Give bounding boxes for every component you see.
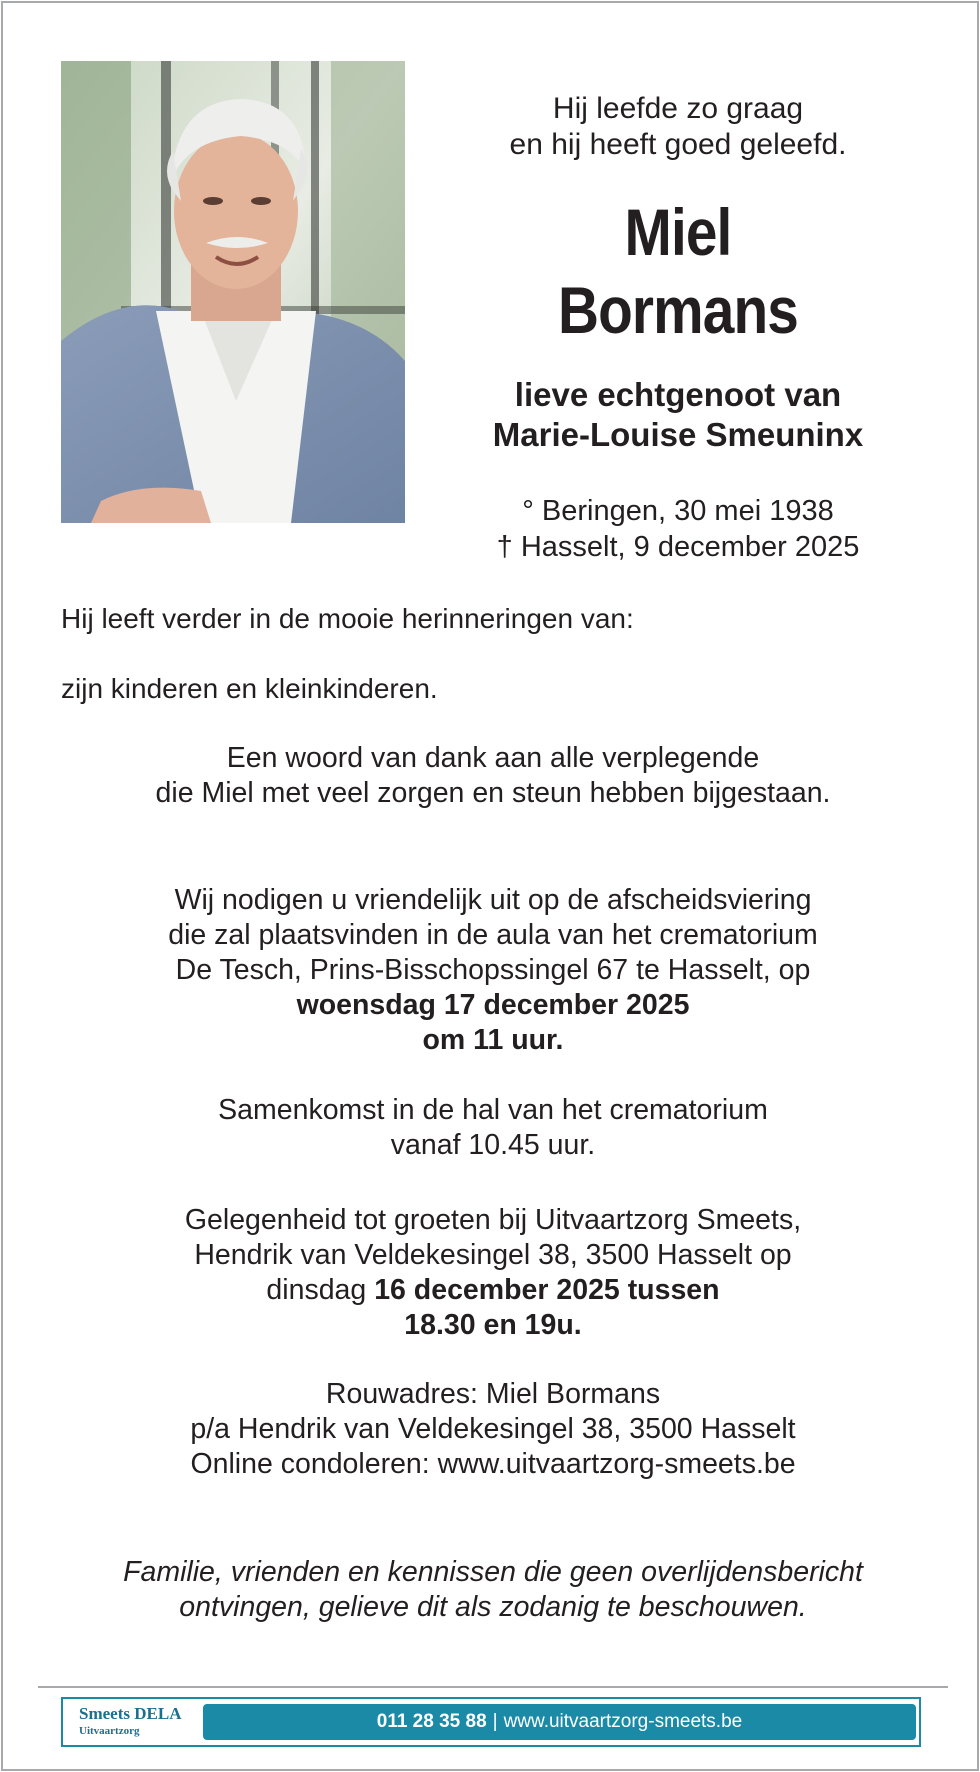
deceased-name <box>476 193 880 349</box>
thanks-line: Een woord van dank aan alle verplegende <box>226 742 760 774</box>
invite-line: Wij nodigen u vriendelijk uit op de afscheidsviering <box>174 884 812 916</box>
thanks-text <box>61 741 925 811</box>
spouse-relation: lieve echtgenoot van <box>514 376 842 413</box>
invite-line: die zal plaatsvinden in de aula van het crematorium <box>168 919 818 951</box>
life-dates <box>443 493 913 565</box>
note-line: ontvingen, gelieve dit als zodanig te beschouwen. <box>179 1591 807 1623</box>
mourning-address <box>61 1377 925 1482</box>
last-name: Bormans <box>557 273 798 347</box>
address-line: p/a Hendrik van Veldekesingel 38, 3500 Hasselt <box>190 1413 796 1445</box>
invite-line: De Tesch, Prins-Bisschopssingel 67 te Hasselt, op <box>175 954 811 986</box>
visit-line: Gelegenheid tot groeten bij Uitvaartzorg Smeets, <box>184 1204 802 1236</box>
portrait-photo-drawing <box>61 61 405 523</box>
portrait-photo <box>61 61 405 523</box>
first-name: Miel <box>624 195 732 269</box>
website-link[interactable]: www.uitvaartzorg-smeets.be <box>503 1711 743 1732</box>
visit-day: dinsdag <box>266 1274 367 1306</box>
logo-title: Smeets DELA <box>79 1704 182 1723</box>
funeral-home-footer <box>61 1697 921 1747</box>
ceremony-time: om 11 uur. <box>422 1024 564 1056</box>
spouse-name: Marie-Louise Smeuninx <box>492 416 864 453</box>
gathering-info <box>61 1093 925 1163</box>
gather-line: vanaf 10.45 uur. <box>390 1129 596 1161</box>
motto <box>443 91 913 163</box>
divider <box>38 1686 948 1688</box>
death-date: † Hasselt, 9 december 2025 <box>496 531 860 563</box>
visit-line: Hendrik van Veldekesingel 38, 3500 Hasselt op <box>194 1239 792 1271</box>
family-text: zijn kinderen en kleinkinderen. <box>61 673 438 704</box>
obituary-card <box>1 1 979 1771</box>
separator: | <box>492 1711 498 1732</box>
contact-bar <box>203 1704 916 1740</box>
spouse-info <box>443 375 913 455</box>
visit-date: 16 december 2025 tussen <box>374 1274 720 1306</box>
thanks-line: die Miel met veel zorgen en steun hebben bijgestaan. <box>155 777 831 809</box>
ceremony-date: woensdag 17 december 2025 <box>296 989 690 1021</box>
visitation-info <box>61 1203 925 1343</box>
invitation <box>61 883 925 1058</box>
phone-number[interactable]: 011 28 35 88 <box>376 1711 487 1732</box>
visit-time: 18.30 en 19u. <box>404 1309 582 1341</box>
memories-text: Hij leeft verder in de mooie herinneringen van: <box>61 603 634 634</box>
note-line: Familie, vrienden en kennissen die geen overlijdensbericht <box>123 1556 863 1588</box>
gather-line: Samenkomst in de hal van het crematorium <box>218 1094 768 1126</box>
motto-line: Hij leefde zo graag <box>552 92 804 125</box>
motto-line: en hij heeft goed geleefd. <box>509 128 847 161</box>
closing-note <box>61 1555 925 1625</box>
logo-subtitle: Uitvaartzorg <box>79 1725 140 1737</box>
condolence-line: Online condoleren: www.uitvaartzorg-smeets.be <box>190 1448 796 1480</box>
birth-date: ° Beringen, 30 mei 1938 <box>522 495 834 527</box>
funeral-home-logo <box>79 1705 181 1739</box>
address-line: Rouwadres: Miel Bormans <box>325 1378 661 1410</box>
